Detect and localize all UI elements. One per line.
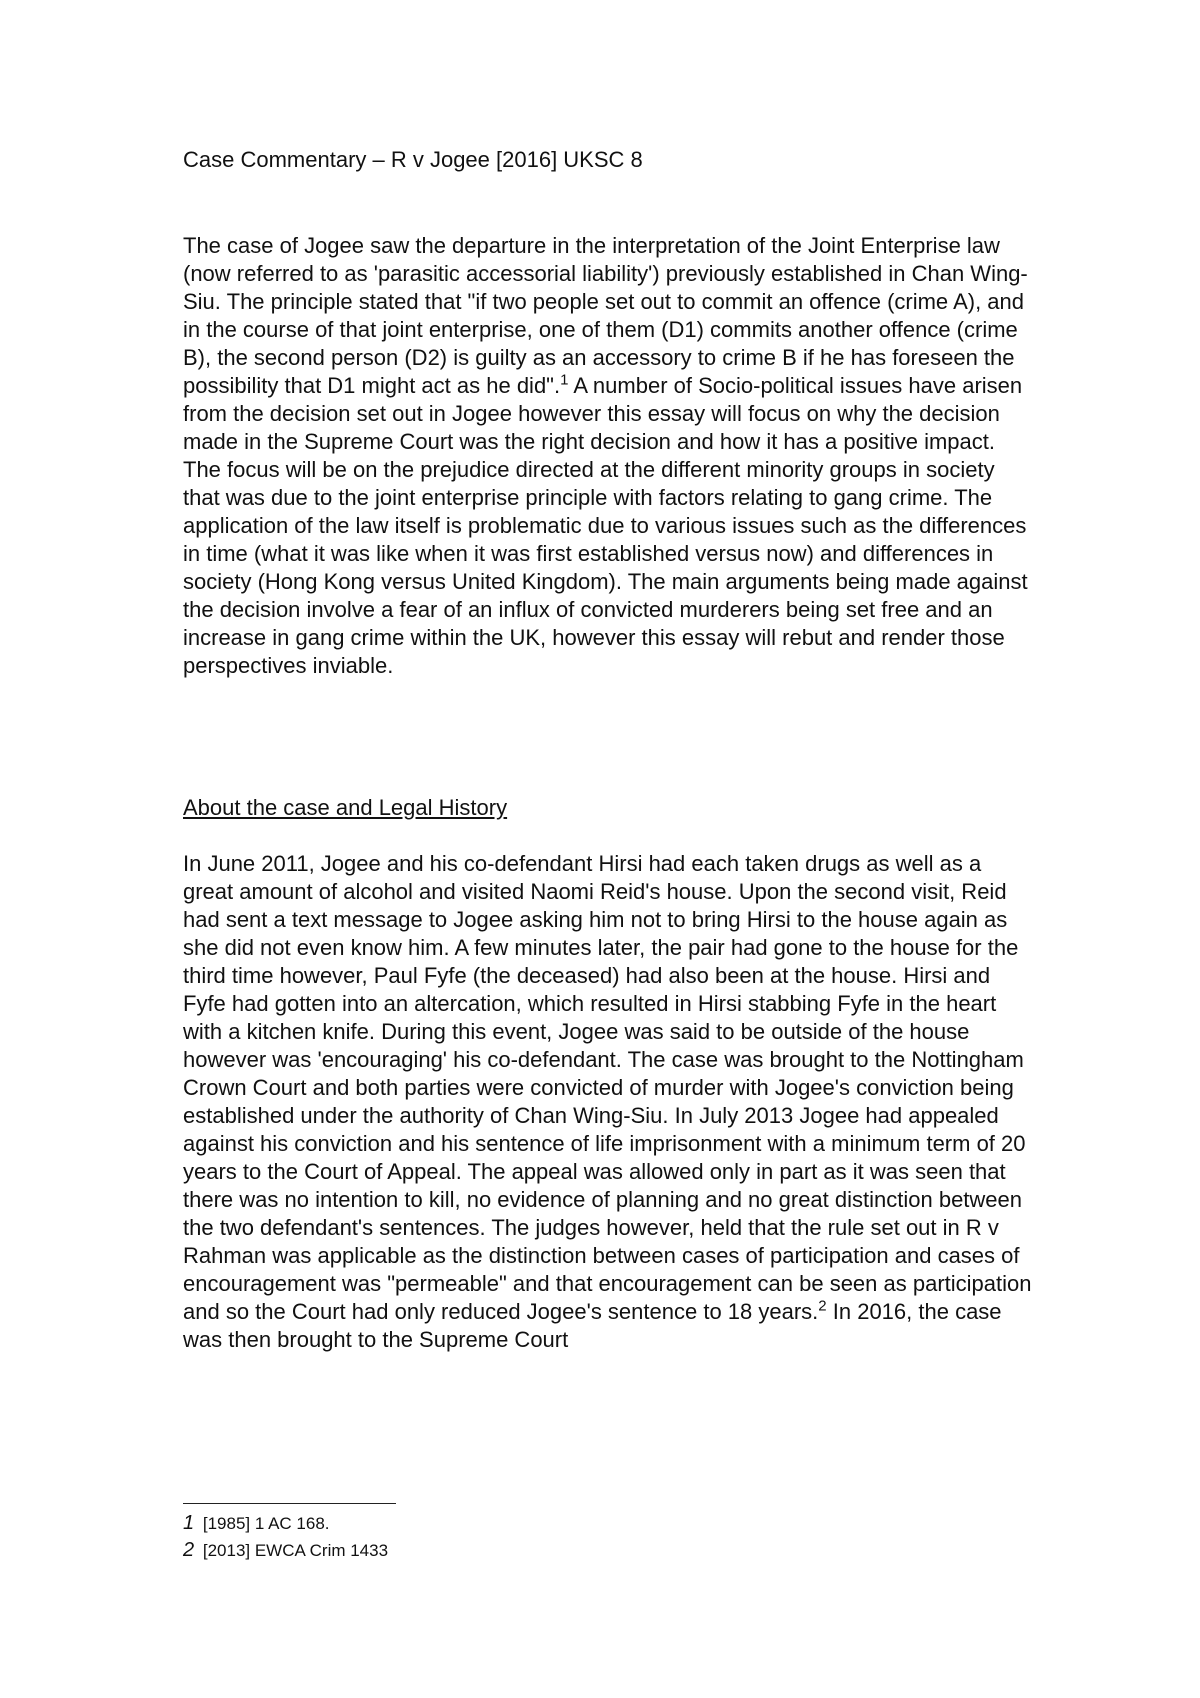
footnote-number: 2: [183, 1539, 195, 1561]
footnote-item: [183, 1537, 388, 1564]
intro-paragraph: [183, 232, 1033, 680]
footnote-text: [2013] EWCA Crim 1433: [202, 1541, 389, 1560]
intro-paragraph-text: The case of Jogee saw the departure in the interpretation of the Joint Enterprise law (now referred to as 'parasitic accessorial liability') previously established in Chan Wing-Siu. The principle stated that "if two people set out to commit an offence (crime A), and in the course of that joint enterprise, one of them (D1) commits another offence (crime B), the second person (D2) is guilty as an accessory to crime B if he has foreseen the possibility that D1 might act as he did".: [183, 233, 1028, 398]
document-title: Case Commentary – R v Jogee [2016] UKSC 8: [183, 147, 643, 172]
footnotes-list: [183, 1510, 388, 1564]
history-paragraph: [183, 850, 1033, 1354]
history-paragraph-text-cont: In 2016, the case was then brought to the Supreme Court: [183, 1299, 1002, 1352]
section-heading: About the case and Legal History: [183, 795, 508, 820]
history-paragraph-text: In June 2011, Jogee and his co-defendant Hirsi had each taken drugs as well as a great amount of alcohol and visited Naomi Reid's house. Upon the second visit, Reid had sent a text message to Jogee asking him not to bring Hirsi to the house again as she did not even know him. A few minutes later, the pair had gone to the house for the third time however, Paul Fyfe (the deceased) had also been at the house. Hirsi and Fyfe had gotten into an altercation, which resulted in Hirsi stabbing Fyfe in the heart with a kitchen knife. During this event, Jogee was said to be outside of the house however was 'encouraging' his co-defendant. The case was brought to the Nottingham Crown Court and both parties were convicted of murder with Jogee's conviction being established under the authority of Chan Wing-Siu. In July 2013 Jogee had appealed against his conviction and his sentence of life imprisonment with a minimum term of 20 years to the Court of Appeal. The appeal was allowed only in part as it was seen that there was no intention to kill, no evidence of planning and no great distinction between the two defendant's sentences. The judges however, held that the rule set out in R v Rahman was applicable as the distinction between cases of participation and cases of encouragement was "permeable" and that encouragement can be seen as participation and so the Court had only reduced Jogee's sentence to 18 years.: [183, 851, 1032, 1324]
footnote-divider: [183, 1503, 396, 1504]
intro-paragraph-text-cont: A number of Socio-political issues have arisen from the decision set out in Jogee however this essay will focus on why the decision made in the Supreme Court was the right decision and how it has a positive impact. The focus will be on the prejudice directed at the different minority groups in society that was due to the joint enterprise principle with factors relating to gang crime. The application of the law itself is problematic due to various issues such as the differences in time (what it was like when it was first established versus now) and differences in society (Hong Kong versus United Kingdom). The main arguments being made against the decision involve a fear of an influx of convicted murderers being set free and an increase in gang crime within the UK, however this essay will rebut and render those perspectives inviable.: [183, 373, 1028, 678]
footnote-ref-1[interactable]: 1: [560, 371, 569, 389]
footnote-ref-2[interactable]: 2: [818, 1297, 827, 1315]
footnote-item: [183, 1510, 388, 1537]
footnote-number: 1: [183, 1512, 195, 1534]
footnote-text: [1985] 1 AC 168.: [202, 1514, 330, 1533]
